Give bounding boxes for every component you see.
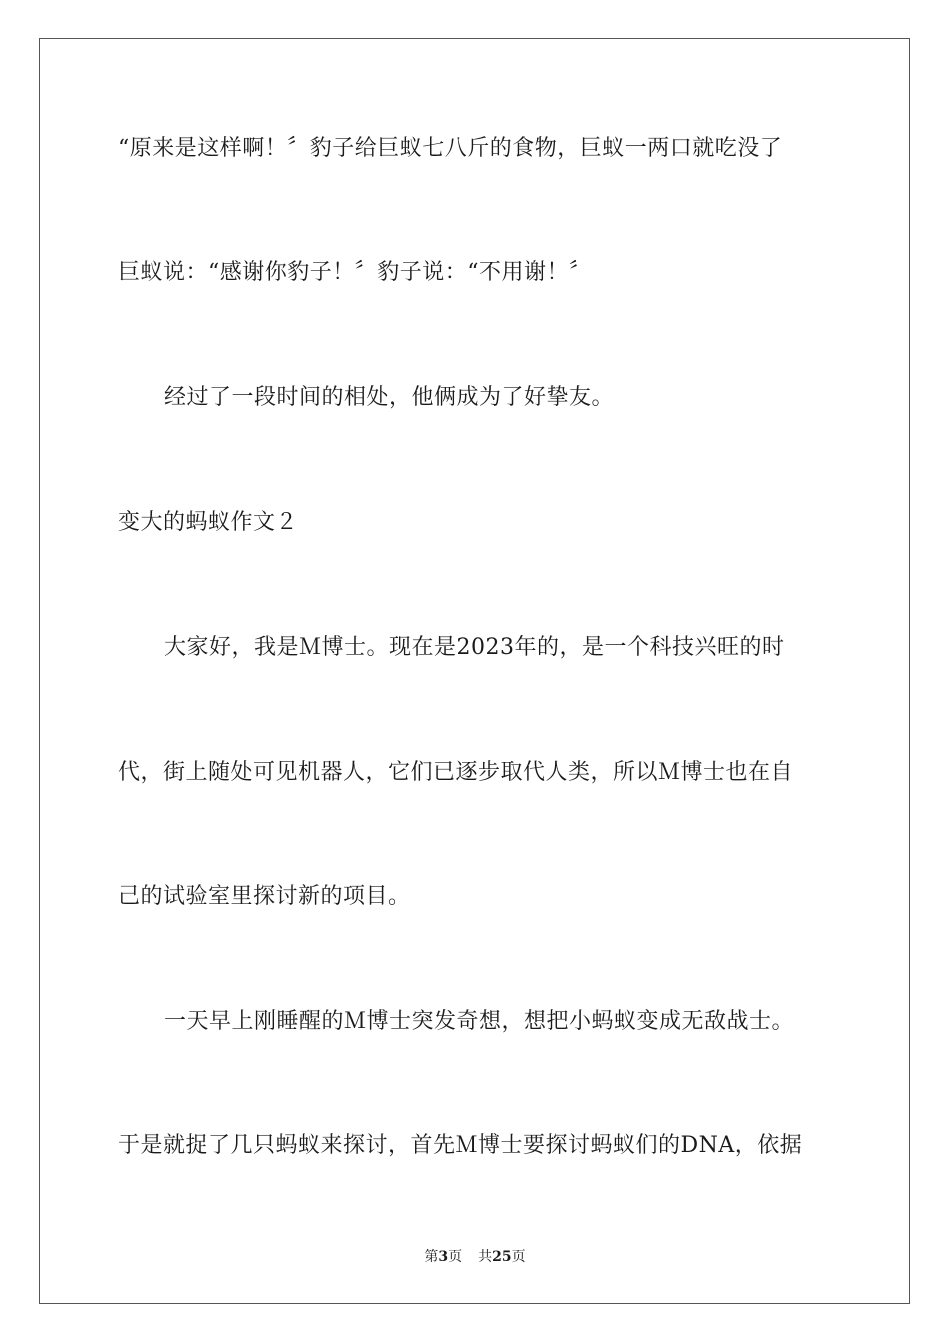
paragraph-line: 代，街上随处可见机器人，它们已逐步取代人类，所以Ｍ博士也在自 bbox=[118, 760, 794, 785]
page-number-suffix: 页 bbox=[448, 1249, 463, 1265]
paragraph-line: 经过了一段时间的相处，他俩成为了好挚友。 bbox=[164, 385, 615, 410]
paragraph-line: 大家好，我是Ｍ博士。现在是2023年的，是一个科技兴旺的时 bbox=[164, 635, 785, 660]
paragraph-line: 巨蚁说：“感谢你豹子！〞豹子说：“不用谢！〞 bbox=[118, 260, 592, 285]
paragraph-line: 己的试验室里探讨新的项目。 bbox=[118, 884, 411, 909]
page-border bbox=[39, 38, 910, 1304]
page-number-prefix: 第 bbox=[424, 1249, 439, 1265]
page-footer bbox=[0, 1247, 950, 1267]
page-total: 25 bbox=[492, 1249, 512, 1265]
paragraph-line: 一天早上刚睡醒的Ｍ博士突发奇想，想把小蚂蚁变成无敌战士。 bbox=[164, 1009, 795, 1034]
paragraph-line: 于是就捉了几只蚂蚁来探讨，首先Ｍ博士要探讨蚂蚁们的DNA，依据 bbox=[118, 1133, 803, 1158]
paragraph-line: “原来是这样啊！〞豹子给巨蚁七八斤的食物，巨蚁一两口就吃没了 bbox=[118, 136, 783, 161]
page-number-current: 3 bbox=[438, 1249, 449, 1265]
page-total-prefix: 共 bbox=[478, 1249, 493, 1265]
page-total-suffix: 页 bbox=[511, 1249, 526, 1265]
section-heading: 变大的蚂蚁作文２ bbox=[118, 510, 299, 535]
